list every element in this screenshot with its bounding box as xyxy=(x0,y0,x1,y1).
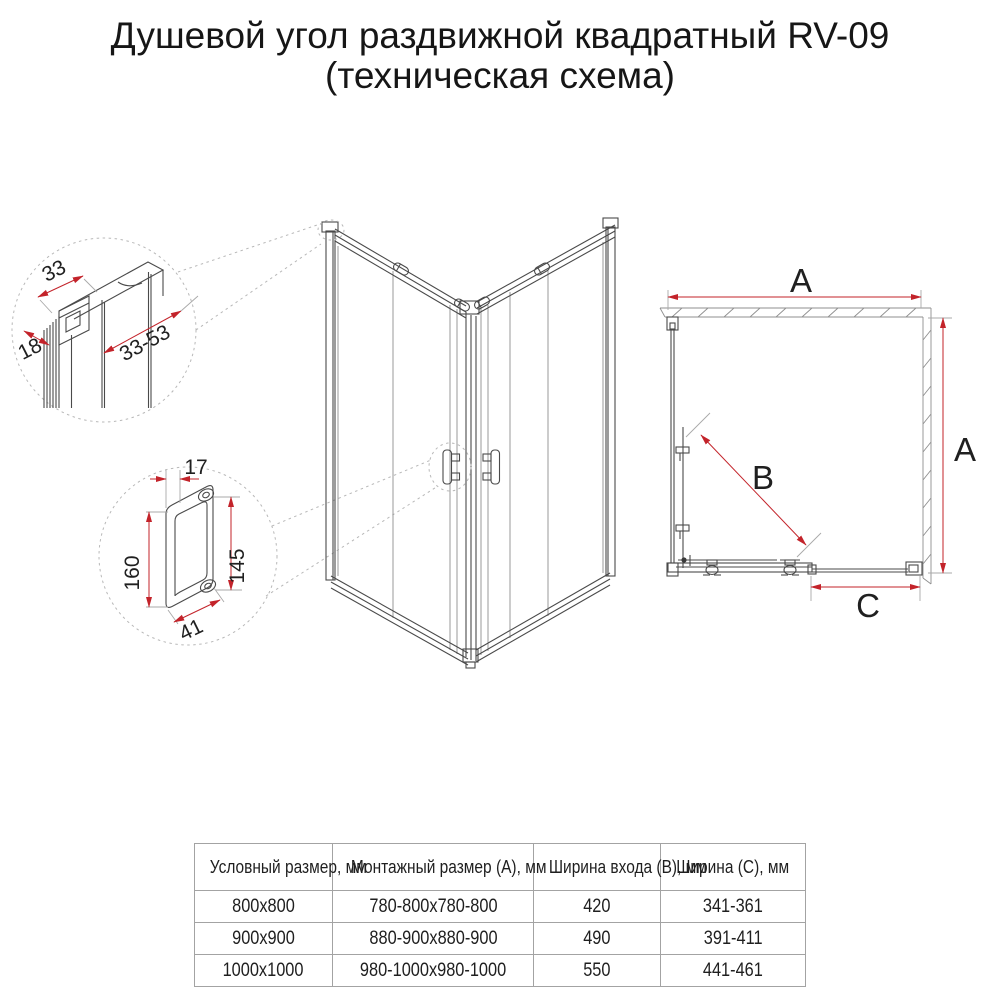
profile-dim-top: 33 xyxy=(38,255,70,287)
table-cell: 550 xyxy=(534,955,661,987)
plan-dim-diagonal: B xyxy=(751,459,775,496)
table-header-mounting: Монтажный размер (А), мм xyxy=(333,844,534,891)
handle-dim-thickness: 17 xyxy=(184,456,208,479)
enclosure-3d-view xyxy=(318,218,618,668)
table-cell: 441-461 xyxy=(661,955,806,987)
handle-dim-inner: 145 xyxy=(226,548,249,584)
title-line1: Душевой угол раздвижной квадратный RV-09 xyxy=(110,15,890,56)
table-cell: 800x800 xyxy=(195,891,333,923)
profile-detail-callout xyxy=(12,238,198,422)
table-header-entry-width: Ширина входа (В), мм xyxy=(534,844,661,891)
handle-dim-outer: 160 xyxy=(121,555,144,591)
table-header-row xyxy=(195,844,806,891)
table-row xyxy=(195,891,806,923)
table-cell: 490 xyxy=(534,923,661,955)
profile-dim-range: 33-53 xyxy=(115,320,175,367)
title-line2: (техническая схема) xyxy=(325,55,675,96)
table-header-nominal: Условный размер, мм xyxy=(195,844,333,891)
handle-detail-callout xyxy=(99,456,277,646)
table-cell: 780-800x780-800 xyxy=(333,891,534,923)
plan-dim-bottom: C xyxy=(856,587,880,624)
table-cell: 980-1000x980-1000 xyxy=(333,955,534,987)
profile-dim-side: 18 xyxy=(14,333,46,365)
table-cell: 420 xyxy=(534,891,661,923)
size-table xyxy=(194,843,806,987)
table-cell: 341-361 xyxy=(661,891,806,923)
table-header-width-c: Ширина (С), мм xyxy=(661,844,806,891)
table-cell: 1000x1000 xyxy=(195,955,333,987)
handle-drawing xyxy=(166,486,218,608)
handle-dim-bottom: 41 xyxy=(175,614,207,646)
plan-dim-top: A xyxy=(789,262,813,299)
enclosure-plan-view xyxy=(660,262,976,624)
table-cell: 391-411 xyxy=(661,923,806,955)
plan-dim-right: A xyxy=(953,431,977,468)
table-row xyxy=(195,923,806,955)
table-cell: 900x900 xyxy=(195,923,333,955)
roller-icons xyxy=(392,262,551,313)
table-row xyxy=(195,955,806,987)
table-cell: 880-900x880-900 xyxy=(333,923,534,955)
